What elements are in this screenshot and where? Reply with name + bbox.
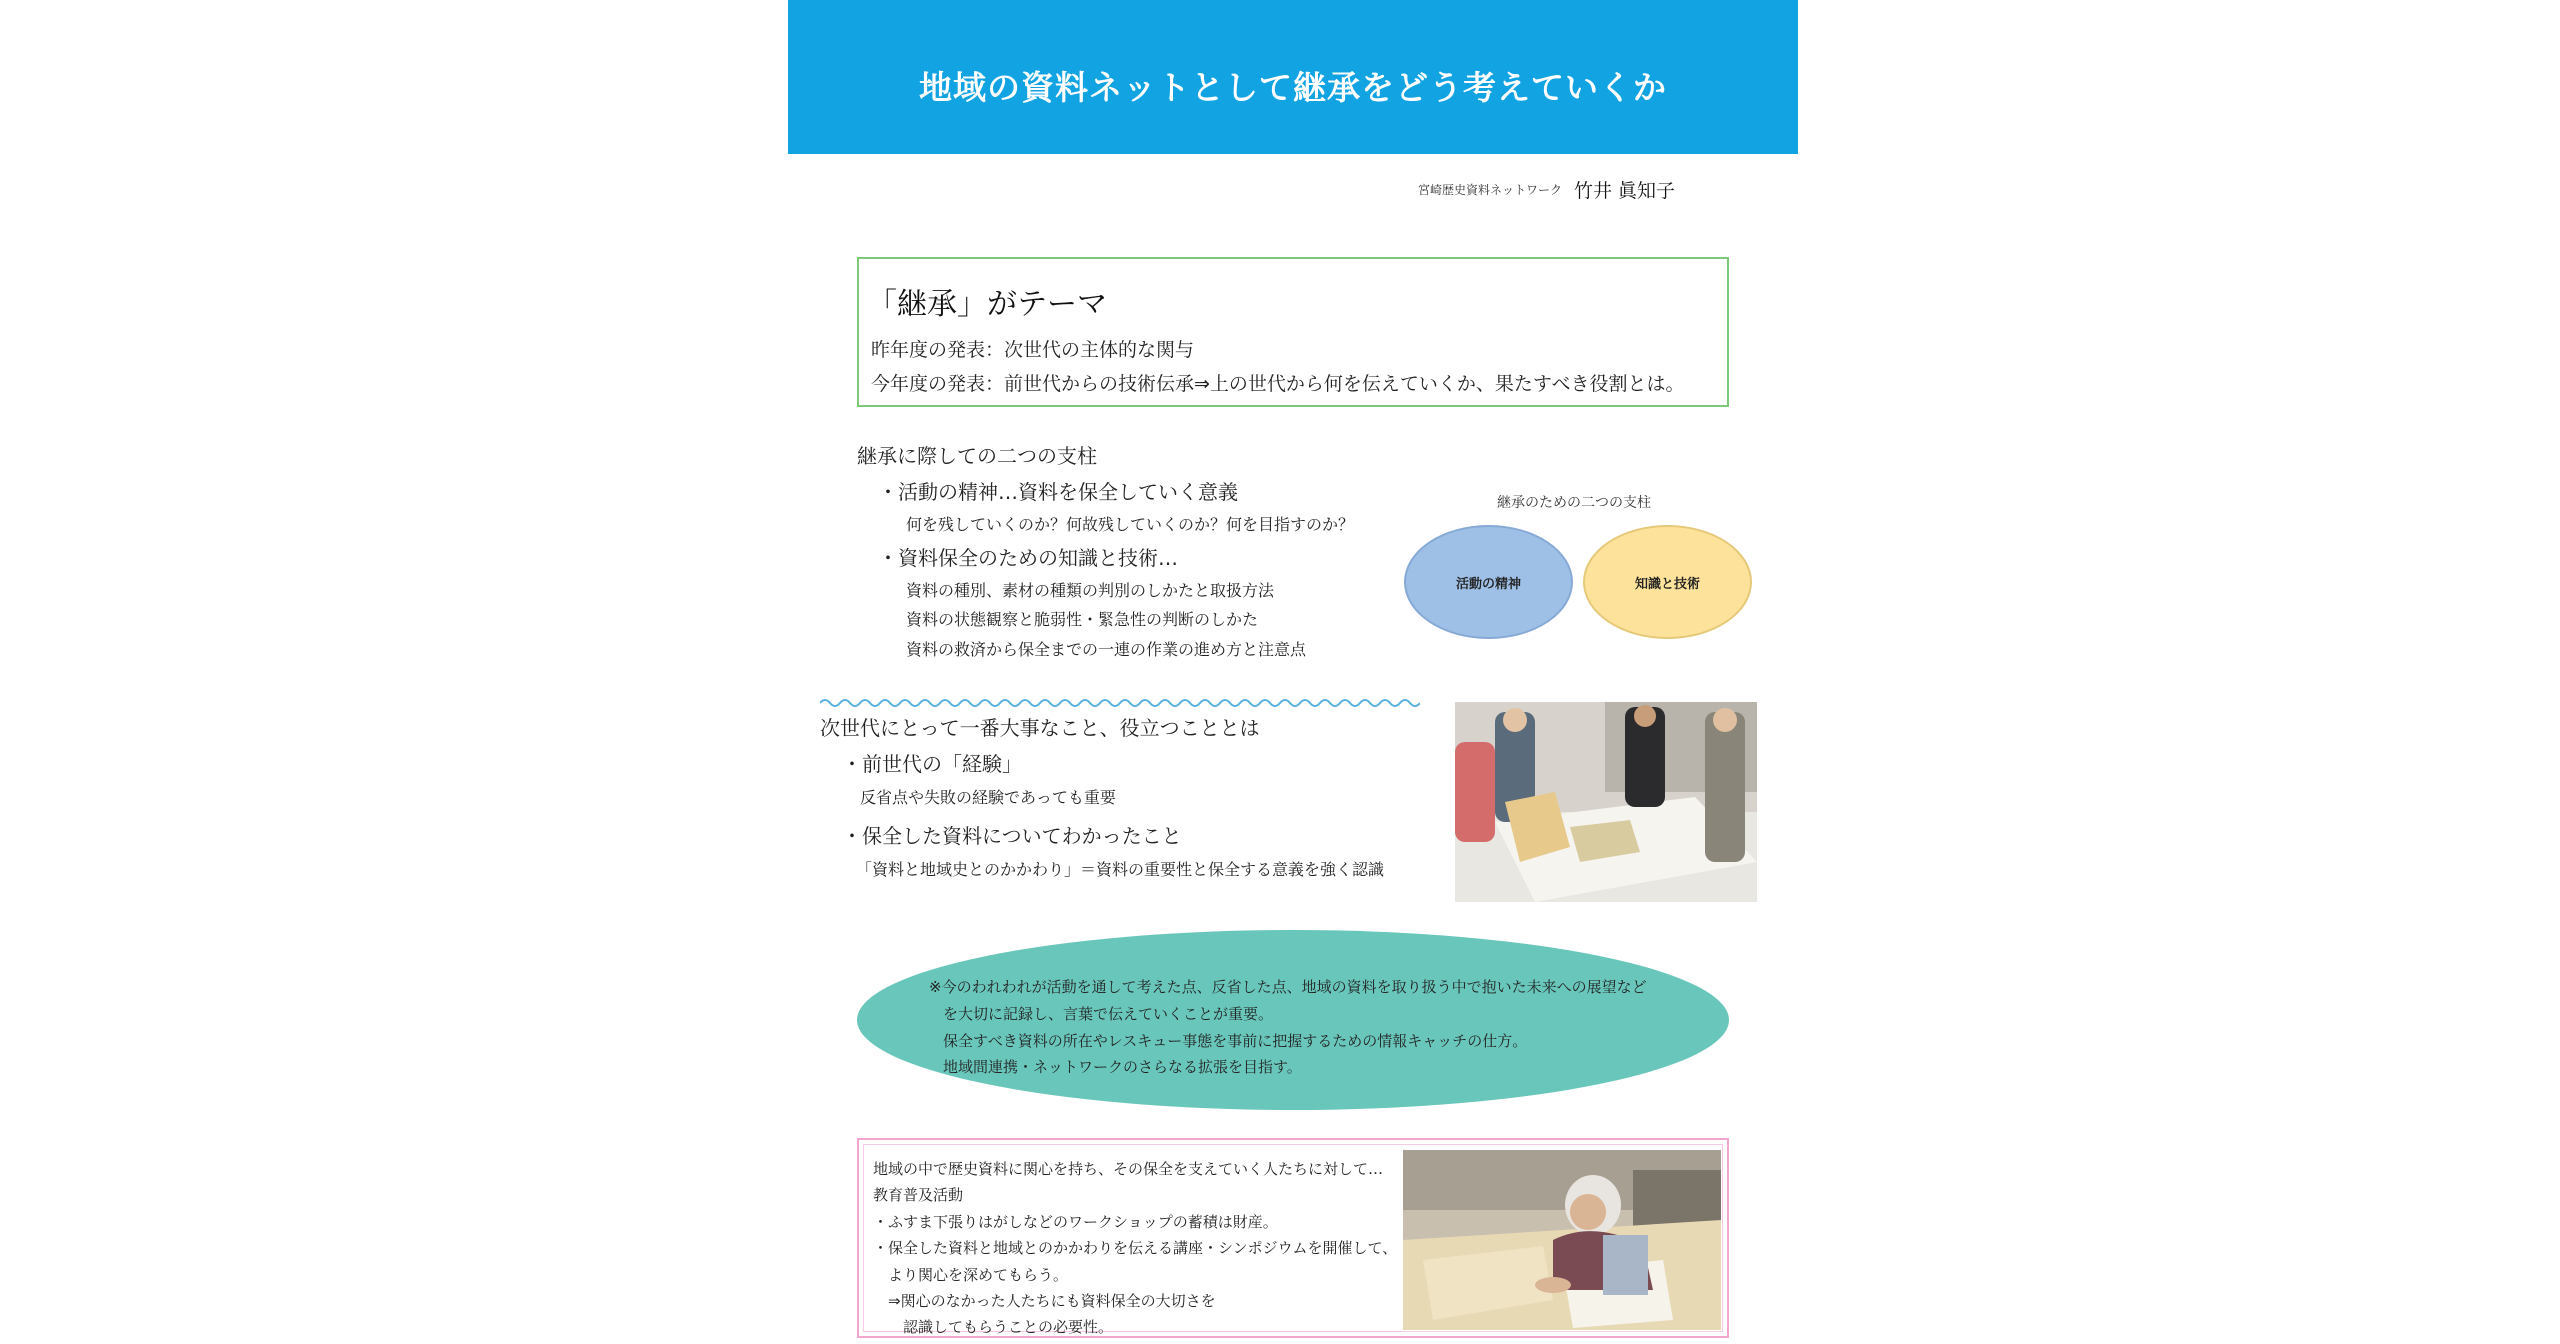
theme-line-last-year: 昨年度の発表：次世代の主体的な関与 <box>871 339 1195 361</box>
education-line-1: 地域の中で歴史資料に関心を持ち、その保全を支えていく人たちに対して… <box>873 1160 1384 1178</box>
pillar-item-spirit: ・活動の精神…資料を保全していく意義 <box>878 480 1238 504</box>
author-name: 竹井 眞知子 <box>1574 180 1676 202</box>
education-line-5: より関心を深めてもらう。 <box>873 1266 1069 1284</box>
pillar-ellipse-spirit <box>1404 525 1573 639</box>
elder-worker-photo <box>1403 1150 1721 1330</box>
future-vision-line-3: 保全すべき資料の所在やレスキュー事態を事前に把握するための情報キャッチの仕方。 <box>943 1032 1528 1050</box>
next-gen-item-findings-sub: 「資料と地域史とのかかわり」＝資料の重要性と保全する意義を強く認識 <box>856 860 1385 879</box>
workshop-photo <box>1455 702 1757 902</box>
education-line-6: ⇒関心のなかった人たちにも資料保全の大切さを <box>873 1292 1216 1310</box>
future-vision-line-1: ※今のわれわれが活動を通して考えた点、反省した点、地域の資料を取り扱う中で抱いた未来への展望など <box>929 978 1647 996</box>
theme-box <box>857 257 1729 407</box>
theme-heading: 「継承」がテーマ <box>867 287 1107 322</box>
education-line-3: ・ふすま下張りはがしなどのワークショップの蓄積は財産。 <box>873 1213 1278 1231</box>
education-box <box>857 1138 1729 1338</box>
header-banner <box>788 0 1798 154</box>
pillar-ellipse-spirit-label: 活動の精神 <box>1455 577 1521 592</box>
diagram-caption: 継承のための二つの支柱 <box>1497 495 1651 511</box>
future-vision-ellipse <box>857 930 1729 1110</box>
future-vision-line-2: を大切に記録し、言葉で伝えていくことが重要。 <box>943 1005 1274 1023</box>
pillar-item-skill: ・資料保全のための知識と技術… <box>878 546 1178 570</box>
next-gen-heading: 次世代にとって一番大事なこと、役立つこととは <box>820 716 1260 740</box>
pillar-ellipse-skill <box>1583 525 1752 639</box>
pillars-heading: 継承に際しての二つの支柱 <box>857 444 1097 468</box>
page-title: 地域の資料ネットとして継承をどう考えていくか <box>919 68 1667 107</box>
education-line-4: ・保全した資料と地域とのかかわりを伝える講座・シンポジウムを開催して、 <box>873 1239 1398 1257</box>
next-gen-item-experience-sub: 反省点や失敗の経験であっても重要 <box>860 788 1116 807</box>
pillar-item-spirit-sub: 何を残していくのか？何故残していくのか？何を目指すのか？ <box>906 515 1355 534</box>
next-gen-item-experience: ・前世代の「経験」 <box>842 752 1022 776</box>
wavy-divider <box>820 697 1420 709</box>
pillar-ellipse-skill-label: 知識と技術 <box>1634 577 1700 592</box>
future-vision-line-4: 地域間連携・ネットワークのさらなる拡張を目指す。 <box>943 1058 1302 1076</box>
education-line-2: 教育普及活動 <box>873 1186 964 1204</box>
theme-line-this-year: 今年度の発表：前世代からの技術伝承⇒上の世代から何を伝えていくか、果たすべき役割とは。 <box>871 373 1685 395</box>
organization-name: 宮崎歴史資料ネットワーク <box>1418 183 1563 197</box>
next-gen-item-findings: ・保全した資料についてわかったこと <box>842 824 1182 848</box>
pillar-item-skill-sub-1: 資料の種別、素材の種類の判別のしかたと取扱方法 <box>906 581 1275 600</box>
pillar-item-skill-sub-3: 資料の救済から保全までの一連の作業の進め方と注意点 <box>906 640 1307 659</box>
education-line-7: 認識してもらうことの必要性。 <box>873 1318 1114 1336</box>
pillar-item-skill-sub-2: 資料の状態観察と脆弱性・緊急性の判断のしかた <box>906 610 1259 629</box>
